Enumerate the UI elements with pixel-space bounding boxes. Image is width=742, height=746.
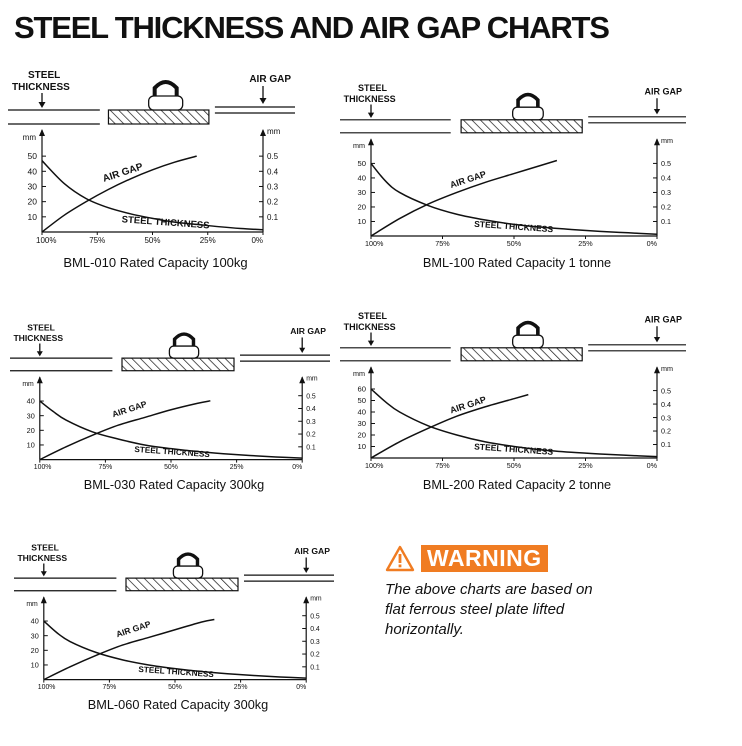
hatched-steel-plate bbox=[108, 110, 208, 124]
x-axis-tick-label: 0% bbox=[646, 460, 657, 470]
right-axis-tick-label: 0.4 bbox=[267, 167, 279, 177]
left-axis-tick-label: 30 bbox=[30, 631, 39, 641]
left-axis-tick-label: 50 bbox=[357, 159, 366, 169]
x-axis-tick-label: 25% bbox=[578, 238, 593, 248]
steel-arrow-icon bbox=[39, 102, 46, 108]
x-axis-tick-label: 100% bbox=[365, 460, 384, 470]
x-axis-tick-label: 100% bbox=[365, 238, 384, 248]
left-axis-tick-label: 10 bbox=[27, 211, 37, 222]
lifting-handle-icon bbox=[179, 554, 198, 566]
x-axis-tick-label: 75% bbox=[435, 460, 450, 470]
left-axis-unit: mm bbox=[26, 600, 38, 608]
right-axis-tick-label: 0.5 bbox=[661, 386, 671, 396]
left-axis-tick-label: 30 bbox=[357, 188, 366, 198]
right-axis-tick-label: 0.1 bbox=[306, 444, 316, 452]
x-axis-tick-label: 75% bbox=[102, 684, 117, 692]
steel-thickness-label: STEEL bbox=[28, 70, 61, 81]
left-axis-tick-label: 20 bbox=[27, 196, 37, 207]
right-axis-tick-label: 0.4 bbox=[661, 399, 671, 409]
x-axis-tick-label: 50% bbox=[168, 684, 182, 692]
right-axis-tick-label: 0.1 bbox=[661, 440, 671, 450]
steel-thickness-curve-label: STEEL THICKNESS bbox=[138, 664, 215, 680]
warning-box bbox=[385, 545, 725, 640]
left-axis-arrow-icon bbox=[37, 376, 43, 383]
steel-thickness-label: THICKNESS bbox=[343, 93, 396, 104]
left-axis-unit: mm bbox=[353, 369, 365, 379]
left-axis-arrow-icon bbox=[39, 129, 45, 136]
chart-bml-060 bbox=[14, 542, 334, 714]
right-axis-tick-label: 0.4 bbox=[306, 406, 316, 414]
right-axis-arrow-icon bbox=[299, 376, 305, 383]
chart-bml-200 bbox=[340, 310, 686, 494]
right-axis-arrow-icon bbox=[303, 596, 309, 603]
right-axis-tick-label: 0.2 bbox=[310, 651, 320, 659]
steel-thickness-label: THICKNESS bbox=[17, 552, 68, 563]
right-axis-tick-label: 0.2 bbox=[306, 431, 316, 439]
left-axis-arrow-icon bbox=[368, 138, 374, 145]
air-gap-arrow-icon bbox=[654, 337, 660, 342]
right-axis-tick-label: 0.5 bbox=[310, 613, 320, 621]
air-gap-curve-label: AIR GAP bbox=[114, 618, 152, 640]
x-axis-tick-label: 50% bbox=[164, 464, 178, 472]
chart-bml-100 bbox=[340, 82, 686, 272]
right-axis-tick-label: 0.4 bbox=[310, 626, 320, 634]
left-axis-tick-label: 10 bbox=[26, 440, 35, 450]
x-axis-tick-label: 100% bbox=[37, 684, 56, 692]
left-axis-tick-label: 10 bbox=[357, 442, 366, 452]
left-axis-tick-label: 40 bbox=[26, 396, 35, 406]
right-axis-unit: mm bbox=[306, 375, 318, 383]
left-axis-tick-label: 50 bbox=[357, 396, 366, 406]
air-gap-arrow-icon bbox=[260, 98, 267, 104]
right-axis-arrow-icon bbox=[654, 138, 660, 145]
air-gap-arrow-icon bbox=[299, 348, 305, 353]
warning-text: The above charts are based on flat ferrous steel plate lifted horizontally. bbox=[385, 581, 593, 638]
right-axis-tick-label: 0.5 bbox=[267, 152, 279, 162]
left-axis-arrow-icon bbox=[368, 366, 374, 373]
magnet-body-icon bbox=[169, 346, 198, 358]
warning-header bbox=[385, 545, 725, 572]
steel-thickness-label: STEEL bbox=[31, 542, 59, 553]
x-axis-tick-label: 25% bbox=[199, 236, 216, 245]
hatched-steel-plate bbox=[461, 348, 582, 361]
steel-thickness-label: STEEL bbox=[358, 311, 388, 321]
x-axis-tick-label: 75% bbox=[435, 238, 450, 248]
chart-caption: BML-200 Rated Capacity 2 tonne bbox=[422, 477, 612, 492]
left-axis-tick-label: 60 bbox=[357, 384, 366, 394]
right-axis-tick-label: 0.2 bbox=[661, 202, 671, 212]
right-axis-unit: mm bbox=[661, 135, 673, 145]
left-axis-tick-label: 50 bbox=[27, 151, 37, 162]
left-axis-tick-label: 20 bbox=[26, 425, 35, 435]
x-axis-tick-label: 50% bbox=[144, 236, 161, 245]
air-gap-arrow-icon bbox=[303, 568, 309, 573]
left-axis-tick-label: 30 bbox=[26, 411, 35, 421]
steel-thickness-curve-label: STEEL THICKNESS bbox=[121, 214, 210, 232]
hatched-steel-plate bbox=[126, 578, 238, 591]
right-axis-tick-label: 0.3 bbox=[267, 182, 279, 192]
right-axis-tick-label: 0.3 bbox=[310, 638, 320, 646]
magnet-body-icon bbox=[173, 566, 202, 578]
warning-triangle-icon bbox=[385, 545, 415, 572]
right-axis-tick-label: 0.5 bbox=[661, 159, 671, 169]
right-axis-tick-label: 0.3 bbox=[306, 418, 316, 426]
air-gap-curve-label: AIR GAP bbox=[448, 394, 488, 416]
right-axis-tick-label: 0.1 bbox=[310, 664, 320, 672]
x-axis-tick-label: 25% bbox=[229, 464, 244, 472]
right-axis-unit: mm bbox=[310, 595, 322, 603]
warning-label: WARNING bbox=[421, 545, 548, 572]
air-gap-top-label: AIR GAP bbox=[249, 74, 291, 85]
page-title: STEEL THICKNESS AND AIR GAP CHARTS bbox=[14, 10, 609, 45]
x-axis-tick-label: 0% bbox=[251, 236, 263, 245]
x-axis-tick-label: 25% bbox=[578, 460, 593, 470]
air-gap-top-label: AIR GAP bbox=[290, 326, 326, 337]
left-axis-tick-label: 20 bbox=[357, 202, 366, 212]
x-axis-tick-label: 75% bbox=[98, 464, 113, 472]
chart-bml-010 bbox=[8, 68, 295, 272]
steel-thickness-label: THICKNESS bbox=[12, 82, 70, 93]
chart-caption: BML-010 Rated Capacity 100kg bbox=[63, 255, 248, 270]
left-axis-unit: mm bbox=[353, 141, 365, 151]
right-axis-tick-label: 0.1 bbox=[267, 212, 279, 222]
air-gap-top-label: AIR GAP bbox=[644, 314, 682, 325]
right-axis-tick-label: 0.2 bbox=[661, 426, 671, 436]
right-axis-unit: mm bbox=[267, 127, 281, 136]
steel-thickness-label: THICKNESS bbox=[343, 321, 396, 332]
air-gap-top-label: AIR GAP bbox=[644, 86, 682, 97]
x-axis-tick-label: 25% bbox=[233, 684, 248, 692]
steel-arrow-icon bbox=[41, 571, 47, 576]
magnet-body-icon bbox=[513, 107, 544, 120]
x-axis-tick-label: 100% bbox=[36, 236, 57, 245]
right-axis-tick-label: 0.3 bbox=[661, 413, 671, 423]
right-axis-tick-label: 0.1 bbox=[661, 217, 671, 227]
left-axis-tick-label: 40 bbox=[357, 173, 366, 183]
hatched-steel-plate bbox=[461, 120, 582, 133]
left-axis-unit: mm bbox=[22, 380, 34, 388]
steel-arrow-icon bbox=[37, 351, 43, 356]
right-axis-arrow-icon bbox=[260, 129, 266, 136]
right-axis-tick-label: 0.4 bbox=[661, 173, 671, 183]
air-gap-curve-label: AIR GAP bbox=[110, 398, 148, 420]
left-axis-tick-label: 40 bbox=[27, 166, 37, 177]
left-axis-tick-label: 20 bbox=[357, 430, 366, 440]
steel-thickness-label: STEEL bbox=[27, 322, 55, 333]
left-axis-tick-label: 30 bbox=[357, 419, 366, 429]
air-gap-arrow-icon bbox=[654, 109, 660, 114]
lifting-handle-icon bbox=[518, 95, 538, 108]
left-axis-tick-label: 10 bbox=[30, 660, 39, 670]
steel-thickness-curve-label: STEEL THICKNESS bbox=[473, 218, 554, 235]
left-axis-tick-label: 40 bbox=[357, 407, 366, 417]
x-axis-tick-label: 0% bbox=[296, 684, 307, 692]
left-axis-tick-label: 30 bbox=[27, 181, 37, 192]
x-axis-tick-label: 100% bbox=[33, 464, 52, 472]
x-axis-tick-label: 75% bbox=[89, 236, 106, 245]
lifting-handle-icon bbox=[518, 323, 538, 336]
steel-arrow-icon bbox=[368, 113, 374, 118]
left-axis-arrow-icon bbox=[41, 596, 47, 603]
left-axis-tick-label: 40 bbox=[30, 616, 39, 626]
right-axis-tick-label: 0.2 bbox=[267, 197, 279, 207]
right-axis-unit: mm bbox=[661, 363, 673, 373]
x-axis-tick-label: 50% bbox=[506, 460, 522, 470]
steel-thickness-curve-label: STEEL THICKNESS bbox=[134, 444, 211, 460]
magnet-body-icon bbox=[513, 335, 544, 348]
steel-thickness-label: THICKNESS bbox=[13, 332, 64, 343]
steel-arrow-icon bbox=[368, 341, 374, 346]
air-gap-curve-label: AIR GAP bbox=[448, 168, 488, 190]
x-axis-tick-label: 50% bbox=[506, 238, 522, 248]
left-axis-unit: mm bbox=[22, 133, 36, 142]
magnet-body-icon bbox=[149, 96, 183, 110]
left-axis-tick-label: 10 bbox=[357, 217, 366, 227]
left-axis-tick-label: 20 bbox=[30, 645, 39, 655]
right-axis-tick-label: 0.5 bbox=[306, 393, 316, 401]
chart-caption: BML-100 Rated Capacity 1 tonne bbox=[422, 255, 612, 270]
right-axis-arrow-icon bbox=[654, 366, 660, 373]
chart-caption: BML-060 Rated Capacity 300kg bbox=[87, 697, 269, 712]
steel-thickness-curve-label: STEEL THICKNESS bbox=[473, 441, 554, 457]
x-axis-tick-label: 0% bbox=[292, 464, 303, 472]
chart-bml-030 bbox=[10, 322, 330, 494]
hatched-steel-plate bbox=[122, 358, 234, 371]
lifting-handle-icon bbox=[155, 82, 177, 96]
right-axis-tick-label: 0.3 bbox=[661, 188, 671, 198]
steel-thickness-label: STEEL bbox=[358, 83, 388, 93]
x-axis-tick-label: 0% bbox=[646, 238, 657, 248]
air-gap-top-label: AIR GAP bbox=[294, 546, 330, 557]
air-gap-curve-label: AIR GAP bbox=[101, 161, 145, 185]
lifting-handle-icon bbox=[175, 334, 194, 346]
chart-caption: BML-030 Rated Capacity 300kg bbox=[83, 477, 265, 492]
